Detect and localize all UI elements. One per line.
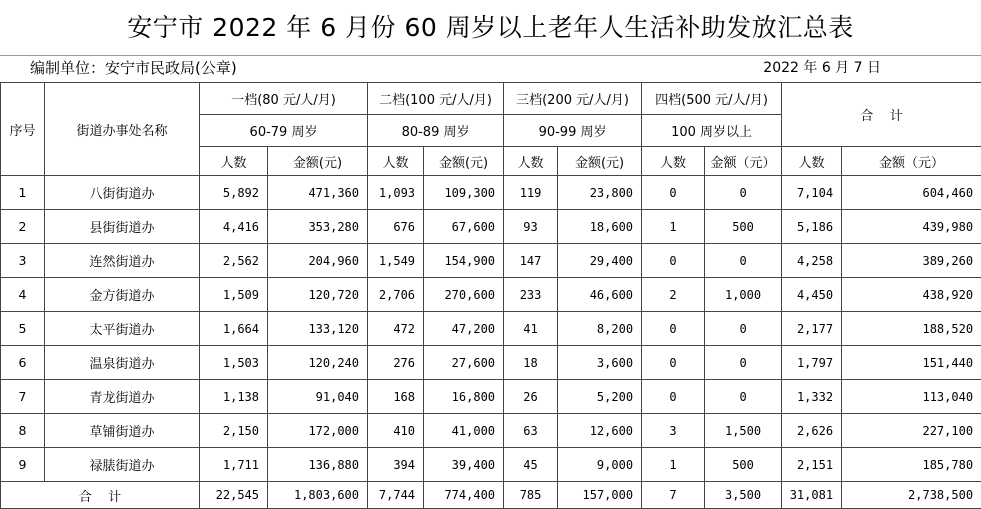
row-value-cell[interactable]: 1,138 [200, 380, 268, 414]
row-value-cell[interactable]: 185,780 [842, 448, 981, 482]
total-value-cell[interactable]: 3,500 [705, 482, 782, 509]
row-value-cell[interactable]: 4,258 [782, 244, 842, 278]
row-value-cell[interactable]: 23,800 [558, 176, 642, 210]
row-value-cell[interactable]: 39,400 [424, 448, 504, 482]
row-value-cell[interactable]: 1,503 [200, 346, 268, 380]
header-tier-4[interactable]: 四档(500 元/人/月) [642, 83, 782, 115]
row-value-cell[interactable]: 276 [368, 346, 424, 380]
row-value-cell[interactable]: 188,520 [842, 312, 981, 346]
row-value-cell[interactable]: 410 [368, 414, 424, 448]
row-value-cell[interactable]: 2,150 [200, 414, 268, 448]
sheet-title: 安宁市 2022 年 6 月份 60 周岁以上老年人生活补助发放汇总表 [0, 0, 981, 56]
row-value-cell[interactable]: 2 [642, 278, 705, 312]
row-value-cell[interactable]: 168 [368, 380, 424, 414]
row-value-cell[interactable]: 41,000 [424, 414, 504, 448]
table-row [1, 312, 981, 346]
row-value-cell[interactable]: 4,416 [200, 210, 268, 244]
row-value-cell[interactable]: 394 [368, 448, 424, 482]
header-count-1[interactable]: 人数 [200, 147, 268, 176]
row-seq-cell[interactable]: 9 [1, 448, 45, 482]
row-value-cell[interactable]: 29,400 [558, 244, 642, 278]
row-value-cell[interactable]: 67,600 [424, 210, 504, 244]
row-office-name-cell[interactable]: 青龙街道办 [45, 380, 200, 414]
row-value-cell[interactable]: 3 [642, 414, 705, 448]
row-seq-cell[interactable]: 3 [1, 244, 45, 278]
row-value-cell[interactable]: 353,280 [268, 210, 368, 244]
row-office-name-cell[interactable]: 禄脿街道办 [45, 448, 200, 482]
row-value-cell[interactable]: 151,440 [842, 346, 981, 380]
row-seq-cell[interactable]: 1 [1, 176, 45, 210]
row-value-cell[interactable]: 18 [504, 346, 558, 380]
row-value-cell[interactable]: 439,980 [842, 210, 981, 244]
header-count-total[interactable]: 人数 [782, 147, 842, 176]
header-tier-1[interactable]: 一档(80 元/人/月) [200, 83, 368, 115]
total-value-cell[interactable]: 7 [642, 482, 705, 509]
table-row [1, 414, 981, 448]
header-tier-2[interactable]: 二档(100 元/人/月) [368, 83, 504, 115]
row-value-cell[interactable]: 147 [504, 244, 558, 278]
table-row [1, 448, 981, 482]
row-value-cell[interactable]: 1 [642, 448, 705, 482]
row-value-cell[interactable]: 27,600 [424, 346, 504, 380]
row-value-cell[interactable]: 0 [642, 380, 705, 414]
row-value-cell[interactable]: 0 [705, 244, 782, 278]
row-value-cell[interactable]: 604,460 [842, 176, 981, 210]
total-value-cell[interactable]: 22,545 [200, 482, 268, 509]
row-value-cell[interactable]: 8,200 [558, 312, 642, 346]
row-office-name-cell[interactable]: 温泉街道办 [45, 346, 200, 380]
row-office-name-cell[interactable]: 太平街道办 [45, 312, 200, 346]
row-value-cell[interactable]: 1,711 [200, 448, 268, 482]
row-value-cell[interactable]: 2,626 [782, 414, 842, 448]
row-value-cell[interactable]: 676 [368, 210, 424, 244]
header-age-1[interactable]: 60-79 周岁 [200, 115, 368, 147]
row-value-cell[interactable]: 233 [504, 278, 558, 312]
row-value-cell[interactable]: 46,600 [558, 278, 642, 312]
row-value-cell[interactable]: 47,200 [424, 312, 504, 346]
header-age-4[interactable]: 100 周岁以上 [642, 115, 782, 147]
report-date: 2022 年 6 月 7 日 [763, 55, 881, 82]
row-value-cell[interactable]: 5,186 [782, 210, 842, 244]
subtitle-line [0, 55, 981, 83]
row-value-cell[interactable]: 2,151 [782, 448, 842, 482]
total-label-cell[interactable]: 合 计 [1, 482, 200, 509]
row-office-name-cell[interactable]: 县街街道办 [45, 210, 200, 244]
row-value-cell[interactable]: 0 [642, 312, 705, 346]
table-row [1, 176, 981, 210]
row-value-cell[interactable]: 0 [642, 244, 705, 278]
header-amount-2[interactable]: 金额(元) [424, 147, 504, 176]
row-value-cell[interactable]: 1,797 [782, 346, 842, 380]
row-office-name-cell[interactable]: 草铺街道办 [45, 414, 200, 448]
row-value-cell[interactable]: 1,549 [368, 244, 424, 278]
row-value-cell[interactable]: 154,900 [424, 244, 504, 278]
row-value-cell[interactable]: 136,880 [268, 448, 368, 482]
row-value-cell[interactable]: 227,100 [842, 414, 981, 448]
row-value-cell[interactable]: 113,040 [842, 380, 981, 414]
row-value-cell[interactable]: 500 [705, 448, 782, 482]
row-value-cell[interactable]: 1,093 [368, 176, 424, 210]
row-seq-cell[interactable]: 6 [1, 346, 45, 380]
row-value-cell[interactable]: 16,800 [424, 380, 504, 414]
row-value-cell[interactable]: 389,260 [842, 244, 981, 278]
row-value-cell[interactable]: 93 [504, 210, 558, 244]
row-value-cell[interactable]: 472 [368, 312, 424, 346]
header-amount-3[interactable]: 金额(元) [558, 147, 642, 176]
row-value-cell[interactable]: 4,450 [782, 278, 842, 312]
header-tier-3[interactable]: 三档(200 元/人/月) [504, 83, 642, 115]
row-value-cell[interactable]: 133,120 [268, 312, 368, 346]
header-office-name[interactable]: 街道办事处名称 [45, 83, 200, 176]
row-value-cell[interactable]: 2,562 [200, 244, 268, 278]
header-age-3[interactable]: 90-99 周岁 [504, 115, 642, 147]
row-office-name-cell[interactable]: 八街街道办 [45, 176, 200, 210]
total-value-cell[interactable]: 2,738,500 [842, 482, 981, 509]
row-value-cell[interactable]: 204,960 [268, 244, 368, 278]
total-value-cell[interactable]: 157,000 [558, 482, 642, 509]
header-age-2[interactable]: 80-89 周岁 [368, 115, 504, 147]
row-value-cell[interactable]: 0 [705, 346, 782, 380]
total-value-cell[interactable]: 7,744 [368, 482, 424, 509]
row-value-cell[interactable]: 0 [705, 176, 782, 210]
row-value-cell[interactable]: 0 [705, 380, 782, 414]
row-value-cell[interactable]: 41 [504, 312, 558, 346]
row-value-cell[interactable]: 1,509 [200, 278, 268, 312]
row-seq-cell[interactable]: 5 [1, 312, 45, 346]
header-amount-4[interactable]: 金额（元） [705, 147, 782, 176]
row-value-cell[interactable]: 91,040 [268, 380, 368, 414]
row-seq-cell[interactable]: 7 [1, 380, 45, 414]
header-count-4[interactable]: 人数 [642, 147, 705, 176]
row-value-cell[interactable]: 1,500 [705, 414, 782, 448]
row-value-cell[interactable]: 0 [642, 346, 705, 380]
header-seq[interactable]: 序号 [1, 83, 45, 176]
table-row [1, 210, 981, 244]
row-value-cell[interactable]: 18,600 [558, 210, 642, 244]
row-value-cell[interactable]: 1,332 [782, 380, 842, 414]
row-office-name-cell[interactable]: 金方街道办 [45, 278, 200, 312]
row-value-cell[interactable]: 5,200 [558, 380, 642, 414]
compiling-unit: 编制单位：安宁市民政局(公章) [30, 55, 237, 82]
row-value-cell[interactable]: 119 [504, 176, 558, 210]
total-value-cell[interactable]: 774,400 [424, 482, 504, 509]
total-value-cell[interactable]: 785 [504, 482, 558, 509]
row-value-cell[interactable]: 1 [642, 210, 705, 244]
row-value-cell[interactable]: 438,920 [842, 278, 981, 312]
row-value-cell[interactable]: 109,300 [424, 176, 504, 210]
row-value-cell[interactable]: 2,706 [368, 278, 424, 312]
row-value-cell[interactable]: 270,600 [424, 278, 504, 312]
row-value-cell[interactable]: 3,600 [558, 346, 642, 380]
row-value-cell[interactable]: 5,892 [200, 176, 268, 210]
row-value-cell[interactable]: 471,360 [268, 176, 368, 210]
row-value-cell[interactable]: 500 [705, 210, 782, 244]
row-seq-cell[interactable]: 8 [1, 414, 45, 448]
row-value-cell[interactable]: 9,000 [558, 448, 642, 482]
header-count-2[interactable]: 人数 [368, 147, 424, 176]
table-row [1, 380, 981, 414]
table-row [1, 346, 981, 380]
row-value-cell[interactable]: 2,177 [782, 312, 842, 346]
table-row [1, 278, 981, 312]
row-value-cell[interactable]: 0 [642, 176, 705, 210]
row-value-cell[interactable]: 120,240 [268, 346, 368, 380]
total-value-cell[interactable]: 1,803,600 [268, 482, 368, 509]
header-amount-1[interactable]: 金额(元) [268, 147, 368, 176]
row-value-cell[interactable]: 63 [504, 414, 558, 448]
row-office-name-cell[interactable]: 连然街道办 [45, 244, 200, 278]
row-seq-cell[interactable]: 2 [1, 210, 45, 244]
total-row [1, 482, 981, 509]
row-value-cell[interactable]: 45 [504, 448, 558, 482]
table-row [1, 244, 981, 278]
row-value-cell[interactable]: 26 [504, 380, 558, 414]
row-value-cell[interactable]: 120,720 [268, 278, 368, 312]
header-count-3[interactable]: 人数 [504, 147, 558, 176]
row-value-cell[interactable]: 0 [705, 312, 782, 346]
summary-table [0, 82, 981, 509]
header-amount-total[interactable]: 金额（元） [842, 147, 981, 176]
row-value-cell[interactable]: 1,664 [200, 312, 268, 346]
header-total[interactable]: 合 计 [782, 83, 981, 147]
total-value-cell[interactable]: 31,081 [782, 482, 842, 509]
row-value-cell[interactable]: 7,104 [782, 176, 842, 210]
row-value-cell[interactable]: 12,600 [558, 414, 642, 448]
row-value-cell[interactable]: 172,000 [268, 414, 368, 448]
header-row-tier [1, 83, 981, 115]
row-seq-cell[interactable]: 4 [1, 278, 45, 312]
row-value-cell[interactable]: 1,000 [705, 278, 782, 312]
